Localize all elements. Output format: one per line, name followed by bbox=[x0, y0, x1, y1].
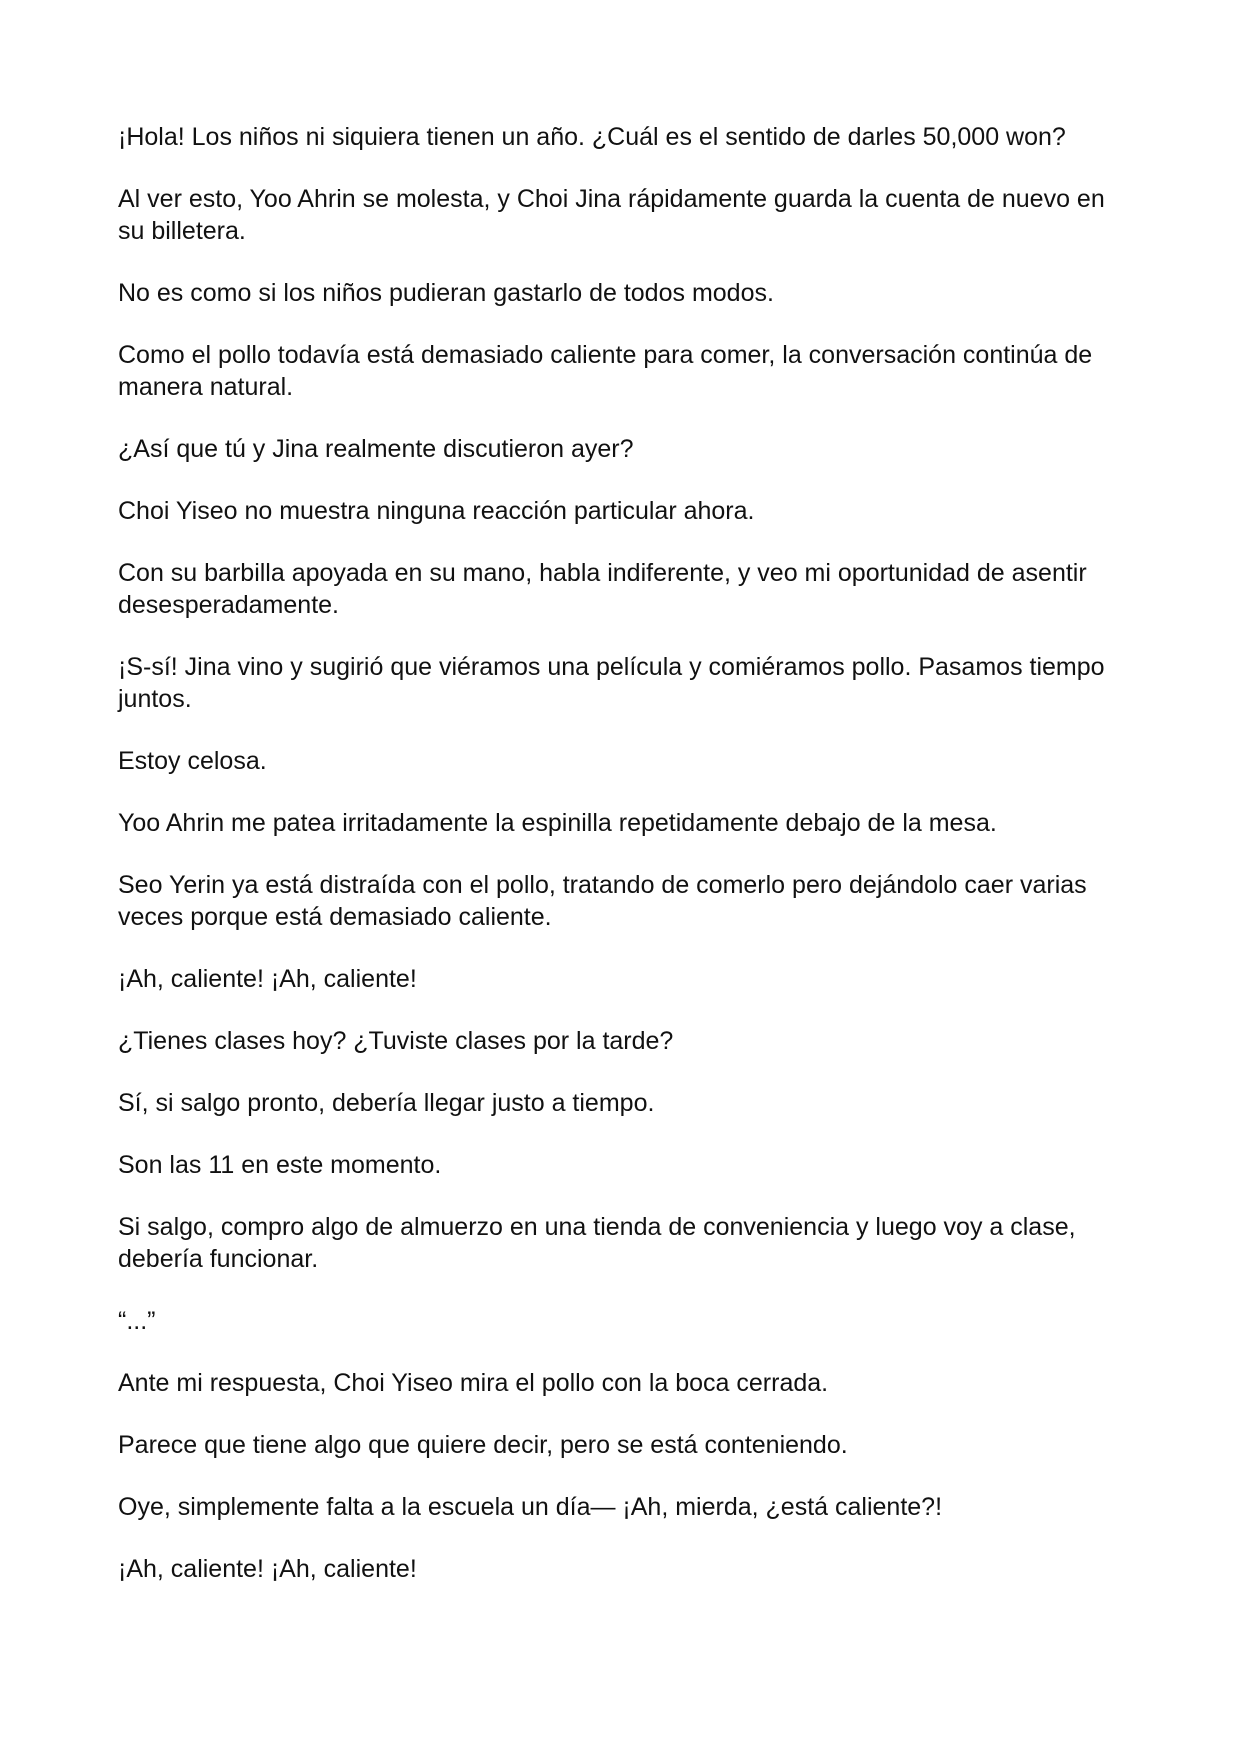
paragraph: ¿Tienes clases hoy? ¿Tuviste clases por la tarde? bbox=[118, 1027, 674, 1055]
paragraph: Seo Yerin ya está distraída con el pollo, tratando de comerlo pero dejándolo caer varias veces porque está demasiado caliente. bbox=[118, 871, 1087, 931]
paragraph: ¡Hola! Los niños ni siquiera tienen un año. ¿Cuál es el sentido de darles 50,000 won? bbox=[118, 123, 1066, 151]
paragraph: Estoy celosa. bbox=[118, 747, 267, 775]
document-body bbox=[118, 121, 1128, 1615]
paragraph: ¡S-sí! Jina vino y sugirió que viéramos una película y comiéramos pollo. Pasamos tiempo juntos. bbox=[118, 653, 1105, 713]
paragraph: Sí, si salgo pronto, debería llegar justo a tiempo. bbox=[118, 1089, 655, 1117]
paragraph: Como el pollo todavía está demasiado caliente para comer, la conversación continúa de manera natural. bbox=[118, 341, 1093, 401]
paragraph: Yoo Ahrin me patea irritadamente la espinilla repetidamente debajo de la mesa. bbox=[118, 809, 997, 837]
paragraph: Son las 11 en este momento. bbox=[118, 1151, 442, 1179]
paragraph: Ante mi respuesta, Choi Yiseo mira el pollo con la boca cerrada. bbox=[118, 1369, 829, 1397]
paragraph: Si salgo, compro algo de almuerzo en una tienda de conveniencia y luego voy a clase, debería funcionar. bbox=[118, 1213, 1076, 1273]
paragraph: Parece que tiene algo que quiere decir, pero se está conteniendo. bbox=[118, 1431, 848, 1459]
paragraph: ¡Ah, caliente! ¡Ah, caliente! bbox=[118, 1555, 417, 1583]
paragraph: Con su barbilla apoyada en su mano, habla indiferente, y veo mi oportunidad de asentir desesperadamente. bbox=[118, 559, 1087, 619]
paragraph: ¡Ah, caliente! ¡Ah, caliente! bbox=[118, 965, 417, 993]
paragraph: Oye, simplemente falta a la escuela un día— ¡Ah, mierda, ¿está caliente?! bbox=[118, 1493, 943, 1521]
paragraph: Al ver esto, Yoo Ahrin se molesta, y Choi Jina rápidamente guarda la cuenta de nuevo en su billetera. bbox=[118, 185, 1105, 245]
paragraph: ¿Así que tú y Jina realmente discutieron ayer? bbox=[118, 435, 634, 463]
paragraph: “...” bbox=[118, 1307, 156, 1335]
paragraph: No es como si los niños pudieran gastarlo de todos modos. bbox=[118, 279, 774, 307]
paragraph: Choi Yiseo no muestra ninguna reacción particular ahora. bbox=[118, 497, 755, 525]
